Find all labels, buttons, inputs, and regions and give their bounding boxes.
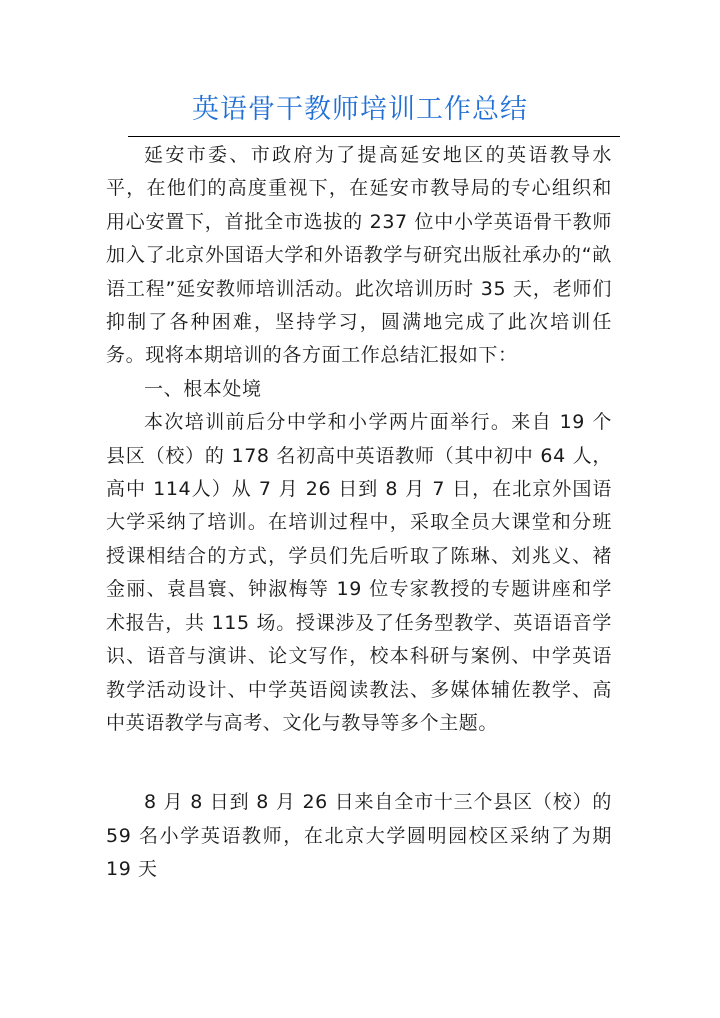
paragraph-intro: 延安市委、市政府为了提高延安地区的英语教导水平，在他们的高度重视下，在延安市教导局的专心组织和用心安置下，首批全市选拔的 237 位中小学英语骨干教师加入了北京外国语大学和外语教学与研究出版社承办的“畝语工程”延安教师培训活动。此次培训历时 35 天，老师们抑制了各种困难，坚持学习，圆满地完成了此次培训任务。现将本期培训的各方面工作总结汇报如下： — [106, 144, 612, 367]
section-heading: 一、根本处境 — [144, 377, 262, 400]
title-underline — [128, 136, 620, 137]
paragraph-primary-training: 8 月 8 日到 8 月 26 日来自全市十三个县区（校）的 59 名小学英语教师，在北京大学圆明园校区采纳了为期 19 天 — [106, 791, 612, 881]
paragraph-secondary-training: 本次培训前后分中学和小学两片面举行。来自 19 个县区（校）的 178 名初高中英语教师（其中初中 64 人，高中 114人）从 7 月 26 日到 8 月 7 日，在北京外国语大学采纳了培训。在培训过程中，采取全员大课堂和分班授课相结合的方式，学员们先后听取了陈琳、刘兆义、褚金丽、袁昌寰、钟淑梅等 19 位专家教授的专题讲座和学术报告，共 115 场。授课涉及了任务型教学、英语语音学识、语音与演讲、论文写作，校本科研与案例、中学英语教学活动设计、中学英语阅读教法、多媒体辅佐教学、高中英语教学与高考、文化与教导等多个主题。 — [106, 411, 612, 734]
document-body — [106, 139, 612, 887]
document-title: 英语骨干教师培训工作总结 — [192, 94, 528, 125]
